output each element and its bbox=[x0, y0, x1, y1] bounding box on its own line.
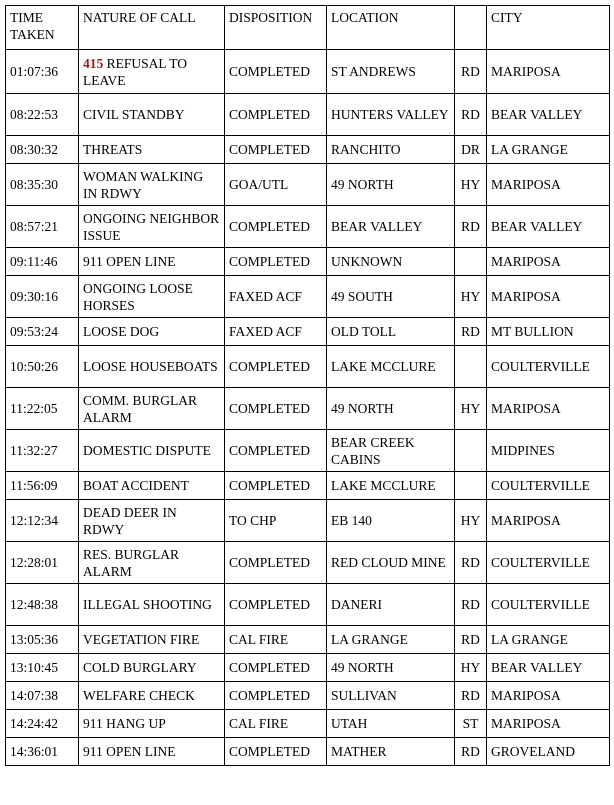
city-cell: BEAR VALLEY bbox=[487, 206, 610, 248]
nature-of-call-cell bbox=[79, 164, 225, 206]
street-suffix-cell bbox=[455, 248, 487, 276]
street-suffix-cell: RD bbox=[455, 94, 487, 136]
time-taken-cell: 14:07:38 bbox=[6, 682, 79, 710]
time-taken-cell: 10:50:26 bbox=[6, 346, 79, 388]
location-cell: RANCHITO bbox=[327, 136, 455, 164]
disposition-cell: COMPLETED bbox=[225, 248, 327, 276]
location-cell: DANERI bbox=[327, 584, 455, 626]
nature-text: ILLEGAL SHOOTING bbox=[83, 597, 212, 612]
time-taken-cell: 14:24:42 bbox=[6, 710, 79, 738]
location-cell: HUNTERS VALLEY bbox=[327, 94, 455, 136]
location-cell: UNKNOWN bbox=[327, 248, 455, 276]
location-cell: EB 140 bbox=[327, 500, 455, 542]
city-cell: MARIPOSA bbox=[487, 388, 610, 430]
table-row bbox=[6, 738, 610, 766]
call-log-body bbox=[6, 6, 610, 766]
location-cell: 49 NORTH bbox=[327, 388, 455, 430]
nature-text: BOAT ACCIDENT bbox=[83, 478, 189, 493]
table-row bbox=[6, 430, 610, 472]
nature-of-call-cell bbox=[79, 318, 225, 346]
nature-text: CIVIL STANDBY bbox=[83, 107, 185, 122]
city-cell: BEAR VALLEY bbox=[487, 654, 610, 682]
table-row bbox=[6, 318, 610, 346]
table-row bbox=[6, 206, 610, 248]
table-row bbox=[6, 164, 610, 206]
penal-code: 415 bbox=[83, 55, 104, 71]
nature-of-call-cell bbox=[79, 136, 225, 164]
street-suffix-cell: RD bbox=[455, 542, 487, 584]
time-taken-cell: 09:30:16 bbox=[6, 276, 79, 318]
header-disposition: DISPOSITION bbox=[225, 6, 327, 50]
time-taken-cell: 12:48:38 bbox=[6, 584, 79, 626]
call-log-table bbox=[5, 5, 610, 766]
disposition-cell: CAL FIRE bbox=[225, 710, 327, 738]
street-suffix-cell: RD bbox=[455, 584, 487, 626]
nature-of-call-cell bbox=[79, 542, 225, 584]
table-row bbox=[6, 276, 610, 318]
disposition-cell: COMPLETED bbox=[225, 472, 327, 500]
street-suffix-cell bbox=[455, 430, 487, 472]
city-cell: MARIPOSA bbox=[487, 682, 610, 710]
time-taken-cell: 11:56:09 bbox=[6, 472, 79, 500]
street-suffix-cell: HY bbox=[455, 164, 487, 206]
location-cell: LA GRANGE bbox=[327, 626, 455, 654]
location-cell: RED CLOUD MINE bbox=[327, 542, 455, 584]
city-cell: MT BULLION bbox=[487, 318, 610, 346]
street-suffix-cell: RD bbox=[455, 682, 487, 710]
table-row bbox=[6, 710, 610, 738]
street-suffix-cell bbox=[455, 346, 487, 388]
street-suffix-cell: RD bbox=[455, 626, 487, 654]
header-location: LOCATION bbox=[327, 6, 455, 50]
table-row bbox=[6, 500, 610, 542]
disposition-cell: COMPLETED bbox=[225, 584, 327, 626]
location-cell: ST ANDREWS bbox=[327, 50, 455, 94]
location-cell: 49 SOUTH bbox=[327, 276, 455, 318]
location-cell: 49 NORTH bbox=[327, 164, 455, 206]
location-cell: BEAR VALLEY bbox=[327, 206, 455, 248]
nature-text: WOMAN WALKING IN RDWY bbox=[83, 168, 204, 201]
nature-text: REFUSAL TO LEAVE bbox=[83, 55, 188, 88]
street-suffix-cell: HY bbox=[455, 276, 487, 318]
nature-of-call-cell bbox=[79, 94, 225, 136]
time-taken-cell: 12:12:34 bbox=[6, 500, 79, 542]
disposition-cell: COMPLETED bbox=[225, 388, 327, 430]
city-cell: LA GRANGE bbox=[487, 136, 610, 164]
street-suffix-cell bbox=[455, 472, 487, 500]
street-suffix-cell: RD bbox=[455, 738, 487, 766]
street-suffix-cell: RD bbox=[455, 206, 487, 248]
city-cell: COULTERVILLE bbox=[487, 584, 610, 626]
city-cell: COULTERVILLE bbox=[487, 346, 610, 388]
disposition-cell: TO CHP bbox=[225, 500, 327, 542]
nature-of-call-cell bbox=[79, 654, 225, 682]
nature-of-call-cell bbox=[79, 206, 225, 248]
nature-text: ONGOING LOOSE HORSES bbox=[83, 280, 193, 313]
disposition-cell: COMPLETED bbox=[225, 542, 327, 584]
city-cell: GROVELAND bbox=[487, 738, 610, 766]
time-taken-cell: 13:05:36 bbox=[6, 626, 79, 654]
city-cell: LA GRANGE bbox=[487, 626, 610, 654]
header-time-taken: TIME TAKEN bbox=[6, 6, 79, 50]
location-cell: BEAR CREEK CABINS bbox=[327, 430, 455, 472]
location-cell: LAKE MCCLURE bbox=[327, 472, 455, 500]
location-cell: SULLIVAN bbox=[327, 682, 455, 710]
table-row bbox=[6, 542, 610, 584]
city-cell: MARIPOSA bbox=[487, 276, 610, 318]
table-row bbox=[6, 346, 610, 388]
disposition-cell: COMPLETED bbox=[225, 682, 327, 710]
time-taken-cell: 12:28:01 bbox=[6, 542, 79, 584]
street-suffix-cell: HY bbox=[455, 388, 487, 430]
time-taken-cell: 01:07:36 bbox=[6, 50, 79, 94]
street-suffix-cell: HY bbox=[455, 654, 487, 682]
nature-text: DOMESTIC DISPUTE bbox=[83, 443, 211, 458]
nature-of-call-cell bbox=[79, 710, 225, 738]
nature-text: 911 OPEN LINE bbox=[83, 744, 176, 759]
nature-text: COLD BURGLARY bbox=[83, 660, 197, 675]
time-taken-cell: 08:22:53 bbox=[6, 94, 79, 136]
nature-text: WELFARE CHECK bbox=[83, 688, 195, 703]
table-row bbox=[6, 584, 610, 626]
street-suffix-cell: HY bbox=[455, 500, 487, 542]
city-cell: MARIPOSA bbox=[487, 500, 610, 542]
location-cell: LAKE MCCLURE bbox=[327, 346, 455, 388]
disposition-cell: CAL FIRE bbox=[225, 626, 327, 654]
nature-text: LOOSE HOUSEBOATS bbox=[83, 359, 218, 374]
header-nature-of-call: NATURE OF CALL bbox=[79, 6, 225, 50]
table-row bbox=[6, 682, 610, 710]
disposition-cell: FAXED ACF bbox=[225, 276, 327, 318]
disposition-cell: FAXED ACF bbox=[225, 318, 327, 346]
nature-of-call-cell bbox=[79, 738, 225, 766]
city-cell: MARIPOSA bbox=[487, 710, 610, 738]
street-suffix-cell: RD bbox=[455, 318, 487, 346]
header-suffix bbox=[455, 6, 487, 50]
table-row bbox=[6, 388, 610, 430]
header-city: CITY bbox=[487, 6, 610, 50]
nature-of-call-cell bbox=[79, 276, 225, 318]
nature-text: VEGETATION FIRE bbox=[83, 632, 200, 647]
time-taken-cell: 09:53:24 bbox=[6, 318, 79, 346]
time-taken-cell: 11:32:27 bbox=[6, 430, 79, 472]
street-suffix-cell: DR bbox=[455, 136, 487, 164]
time-taken-cell: 08:30:32 bbox=[6, 136, 79, 164]
location-cell: UTAH bbox=[327, 710, 455, 738]
city-cell: MARIPOSA bbox=[487, 248, 610, 276]
nature-text: 911 HANG UP bbox=[83, 716, 166, 731]
disposition-cell: COMPLETED bbox=[225, 738, 327, 766]
disposition-cell: COMPLETED bbox=[225, 94, 327, 136]
city-cell: MARIPOSA bbox=[487, 50, 610, 94]
disposition-cell: COMPLETED bbox=[225, 346, 327, 388]
city-cell: COULTERVILLE bbox=[487, 472, 610, 500]
time-taken-cell: 08:35:30 bbox=[6, 164, 79, 206]
disposition-cell: COMPLETED bbox=[225, 430, 327, 472]
disposition-cell: COMPLETED bbox=[225, 136, 327, 164]
disposition-cell: COMPLETED bbox=[225, 654, 327, 682]
time-taken-cell: 08:57:21 bbox=[6, 206, 79, 248]
nature-of-call-cell bbox=[79, 500, 225, 542]
time-taken-cell: 14:36:01 bbox=[6, 738, 79, 766]
nature-of-call-cell bbox=[79, 584, 225, 626]
disposition-cell: GOA/UTL bbox=[225, 164, 327, 206]
nature-text: LOOSE DOG bbox=[83, 324, 160, 339]
nature-of-call-cell bbox=[79, 472, 225, 500]
time-taken-cell: 09:11:46 bbox=[6, 248, 79, 276]
location-cell: 49 NORTH bbox=[327, 654, 455, 682]
location-cell: OLD TOLL bbox=[327, 318, 455, 346]
table-row bbox=[6, 94, 610, 136]
city-cell: MARIPOSA bbox=[487, 164, 610, 206]
nature-of-call-cell bbox=[79, 50, 225, 94]
time-taken-cell: 13:10:45 bbox=[6, 654, 79, 682]
nature-of-call-cell bbox=[79, 682, 225, 710]
city-cell: MIDPINES bbox=[487, 430, 610, 472]
nature-of-call-cell bbox=[79, 626, 225, 654]
table-row bbox=[6, 50, 610, 94]
disposition-cell: COMPLETED bbox=[225, 50, 327, 94]
nature-text: 911 OPEN LINE bbox=[83, 254, 176, 269]
location-cell: MATHER bbox=[327, 738, 455, 766]
table-row bbox=[6, 136, 610, 164]
time-taken-cell: 11:22:05 bbox=[6, 388, 79, 430]
nature-of-call-cell bbox=[79, 346, 225, 388]
nature-of-call-cell bbox=[79, 388, 225, 430]
city-cell: COULTERVILLE bbox=[487, 542, 610, 584]
table-row bbox=[6, 248, 610, 276]
table-row bbox=[6, 472, 610, 500]
nature-text: COMM. BURGLAR ALARM bbox=[83, 392, 198, 425]
nature-of-call-cell bbox=[79, 248, 225, 276]
nature-text: RES. BURGLAR ALARM bbox=[83, 546, 180, 579]
table-row bbox=[6, 654, 610, 682]
street-suffix-cell: ST bbox=[455, 710, 487, 738]
street-suffix-cell: RD bbox=[455, 50, 487, 94]
nature-of-call-cell bbox=[79, 430, 225, 472]
nature-text: DEAD DEER IN RDWY bbox=[83, 504, 177, 537]
city-cell: BEAR VALLEY bbox=[487, 94, 610, 136]
disposition-cell: COMPLETED bbox=[225, 206, 327, 248]
nature-text: THREATS bbox=[83, 142, 143, 157]
table-row bbox=[6, 626, 610, 654]
nature-text: ONGOING NEIGHBOR ISSUE bbox=[83, 210, 220, 243]
header-row bbox=[6, 6, 610, 50]
